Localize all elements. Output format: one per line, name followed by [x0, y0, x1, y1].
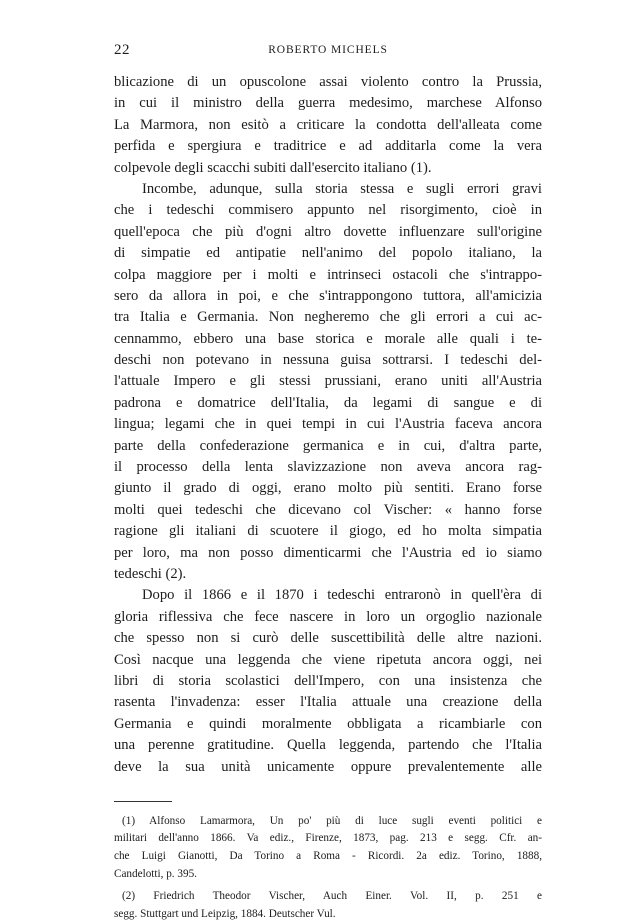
footnote-line: (1) Alfonso Lamarmora, Un po' più di luce sugli eventi politici e	[122, 814, 542, 827]
body-line: Incombe, adunque, sulla storia stessa e sugli errori gravi	[142, 180, 542, 197]
body-line: colpa maggiore per i molti e intrinseci ostacoli che s'intrappo-	[114, 266, 542, 283]
body-line: di simpatie ed antipatie nell'animo del popolo italiano, la	[114, 245, 542, 262]
body-line: gloria riflessiva che fece nascere in loro un orgoglio nazionale	[114, 608, 542, 625]
body-text	[114, 72, 542, 778]
body-line: tedeschi (2).	[114, 565, 187, 582]
body-line: Germania e quindi moralmente obbligata a ricambiarle con	[114, 715, 542, 732]
body-line: deschi non potevano in nessuna guisa sottrarsi. I tedeschi del-	[114, 352, 542, 369]
body-line: per loro, ma non posso dimenticarmi che l'Austria ed io siamo	[114, 544, 542, 561]
footnote-line: che Luigi Gianotti, Da Torino a Roma - Ricordi. 2a ediz. Torino, 1888,	[114, 850, 542, 863]
footnote-line: (2) Friedrich Theodor Vischer, Auch Einer. Vol. II, p. 251 e	[122, 890, 542, 903]
body-line: il processo della lenta slavizzazione non aveva ancora rag-	[114, 459, 542, 476]
body-line: una perenne gratitudine. Quella leggenda, partendo che l'Italia	[114, 737, 542, 754]
body-line: cennammo, ebbero una base storica e morale alle quali i te-	[114, 330, 542, 347]
body-line: blicazione di un opuscolone assai violento contro la Prussia,	[114, 74, 542, 90]
body-line: deve la sua unità unicamente oppure prevalentemente alle	[114, 758, 542, 775]
running-title: ROBERTO MICHELS	[268, 44, 388, 56]
body-line: tra Italia e Germania. Non negheremo che gli errori a cui ac-	[114, 309, 542, 326]
body-line: Così nacque una leggenda che viene ripetuta ancora oggi, nei	[114, 651, 542, 668]
body-line: rasenta l'invadenza: esser l'Italia attuale una creazione della	[114, 694, 542, 711]
body-line: Dopo il 1866 e il 1870 i tedeschi entraronò in quell'èra di	[142, 587, 542, 604]
footnote-rule	[114, 801, 172, 802]
body-line: colpevole degli scacchi subiti dall'esercito italiano (1).	[114, 159, 432, 176]
footnote-line: militari dell'anno 1866. Va ediz., Firenze, 1873, pag. 213 e segg. Cfr. an-	[114, 832, 542, 845]
body-line: che spesso non si curò delle suscettibilità delle altre nazioni.	[114, 630, 542, 647]
body-line: libri di storia scolastici dell'Impero, con una insistenza che	[114, 672, 542, 689]
body-line: che i tedeschi commisero appunto nel risorgimento, cioè in	[114, 202, 542, 219]
book-page	[114, 42, 542, 923]
body-line: in cui il ministro della guerra medesimo, marchese Alfonso	[114, 95, 542, 112]
body-line: perfida e spergiura e traditrice e ad additarla come la vera	[114, 138, 542, 155]
footnote-line: Candelotti, p. 395.	[114, 867, 197, 880]
body-line: molti quei tedeschi che dicevano col Vischer: « hanno forse	[114, 501, 542, 518]
running-head	[114, 42, 542, 68]
body-line: l'attuale Impero e gli stessi prussiani, erano uniti all'Austria	[114, 373, 542, 390]
body-line: giunto il grado di oggi, erano molto più sentiti. Erano forse	[114, 480, 542, 497]
body-line: padrona e domatrice dell'Italia, da legami di sangue e di	[114, 394, 542, 411]
page-number: 22	[114, 42, 130, 58]
body-line: quell'epoca che più d'ogni altro dovette influenzare sull'origine	[114, 223, 542, 240]
body-line: La Marmora, non esitò a criticare la condotta dell'alleata come	[114, 116, 542, 133]
footnote-line: segg. Stuttgart und Leipzig, 1884. Deutscher Vul.	[114, 907, 336, 920]
body-line: parte della confederazione germanica e in cui, d'altra parte,	[114, 437, 542, 454]
body-line: ragione gli italiani di scuotere il giogo, ed ho molta simpatia	[114, 523, 542, 540]
body-line: lingua; legami che in quei tempi in cui l'Austria faceva ancora	[114, 416, 542, 433]
body-line: sero da allora in poi, e che s'intrappongono tuttora, all'amicizia	[114, 287, 542, 304]
footnotes	[114, 813, 542, 923]
